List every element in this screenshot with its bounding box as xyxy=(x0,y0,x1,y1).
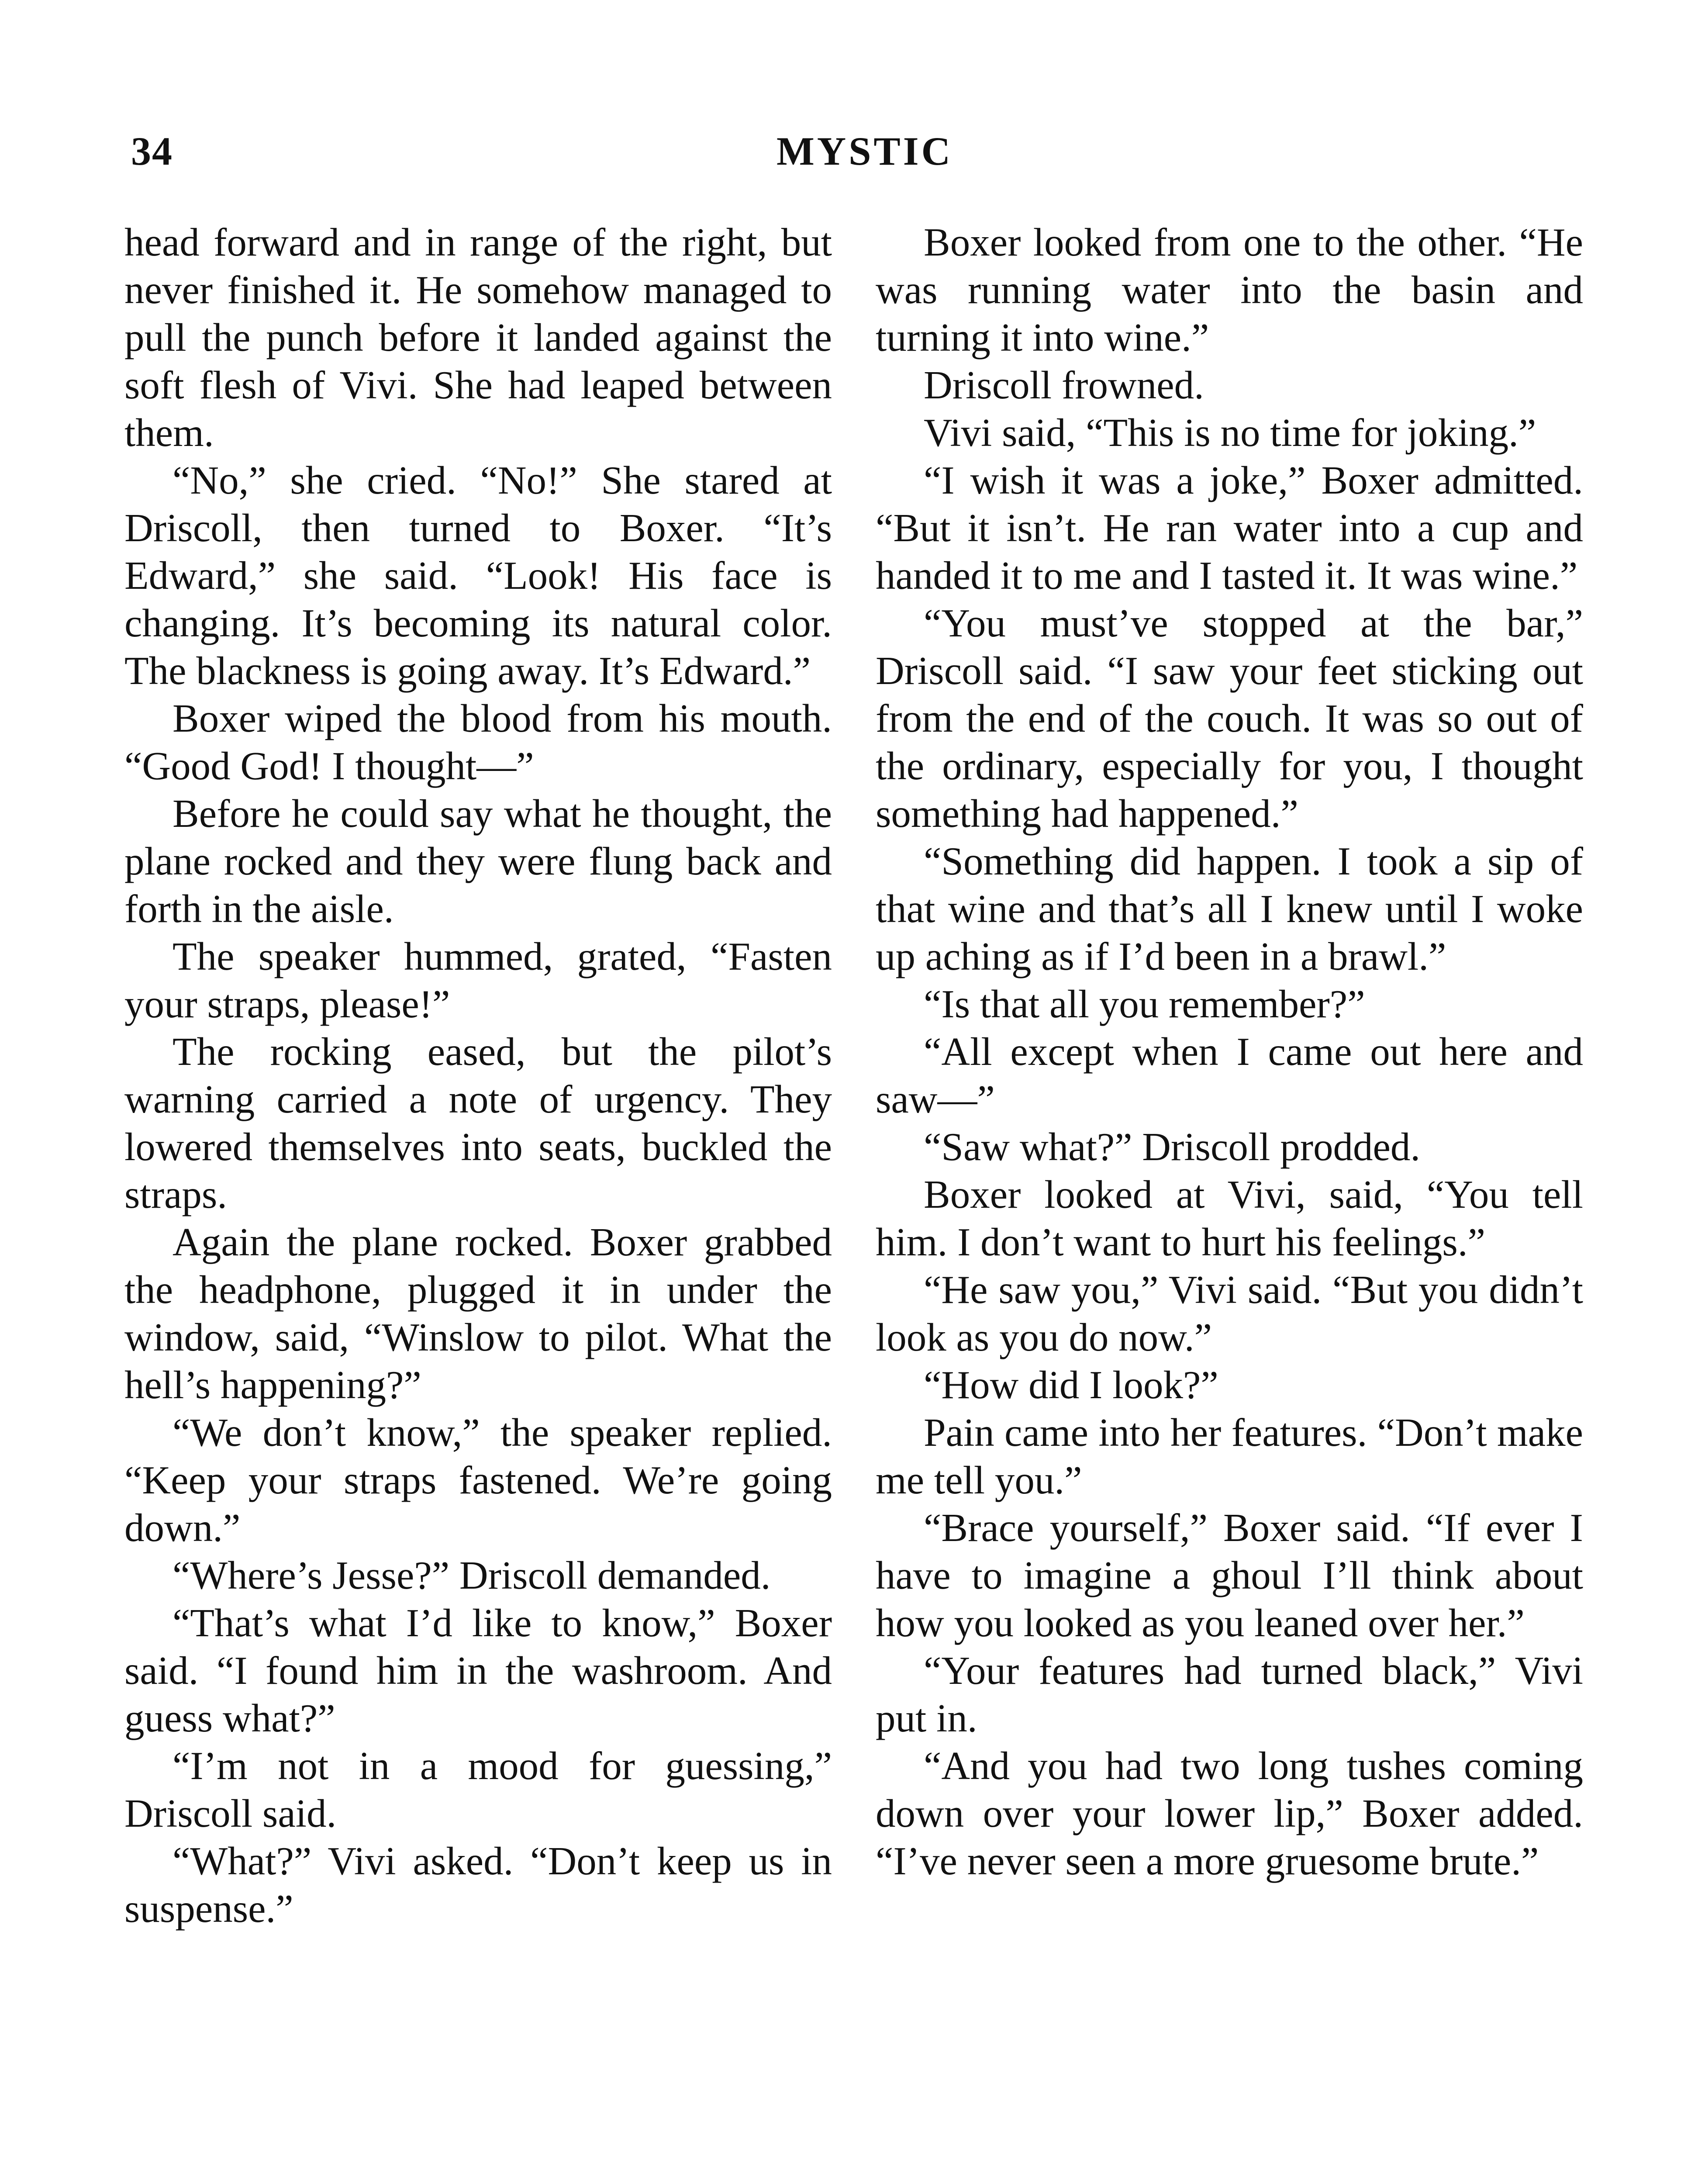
page-number: 34 xyxy=(131,129,173,173)
paragraph: “I’m not in a mood for guessing,” Driscoll said. xyxy=(124,1744,832,1835)
paragraph: head forward and in range of the right, but never finished it. He somehow managed to pull the punch before it landed against the soft flesh of Vivi. She had leaped between them. xyxy=(124,220,832,455)
paragraph: Boxer wiped the blood from his mouth. “Good God! I thought—” xyxy=(124,696,832,788)
paragraph: “Your features had turned black,” Vivi put in. xyxy=(876,1648,1583,1740)
paragraph: “I wish it was a joke,” Boxer admitted. “But it isn’t. He ran water into a cup and handed it to me and I tasted it. It was wine.” xyxy=(876,458,1583,598)
paragraph: “Brace yourself,” Boxer said. “If ever I have to imagine a ghoul I’ll think about how you looked as you leaned over her.” xyxy=(876,1506,1583,1645)
paragraph: Again the plane rocked. Boxer grabbed the headphone, plugged it in under the window, said, “Winslow to pilot. What the hell’s happening?” xyxy=(124,1220,832,1407)
paragraph: “You must’ve stopped at the bar,” Driscoll said. “I saw your feet sticking out from the end of the couch. It was so out of the ordinary, especially for you, I thought something had happened.” xyxy=(876,601,1583,836)
paragraph: “That’s what I’d like to know,” Boxer said. “I found him in the washroom. And guess what?” xyxy=(124,1601,832,1740)
paragraph: Pain came into her features. “Don’t make me tell you.” xyxy=(876,1410,1583,1502)
paragraph: Boxer looked at Vivi, said, “You tell him. I don’t want to hurt his feelings.” xyxy=(876,1172,1583,1264)
running-head: MYSTIC xyxy=(776,129,953,173)
paragraph: “He saw you,” Vivi said. “But you didn’t look as you do now.” xyxy=(876,1268,1583,1359)
paragraph: “All except when I came out here and saw—” xyxy=(876,1030,1583,1121)
paragraph: “No,” she cried. “No!” She stared at Driscoll, then turned to Boxer. “It’s Edward,” she said. “Look! His face is changing. It’s becoming its natural color. The blackness is going away. It’s Edward.” xyxy=(124,458,832,693)
paragraph: “And you had two long tushes coming down over your lower lip,” Boxer added. “I’ve never seen a more gruesome brute.” xyxy=(876,1744,1583,1883)
paragraph: “Saw what?” Driscoll prodded. xyxy=(924,1125,1421,1169)
paragraph: “Something did happen. I took a sip of that wine and that’s all I knew until I woke up aching as if I’d been in a brawl.” xyxy=(876,839,1583,978)
paragraph: “Where’s Jesse?” Driscoll demanded. xyxy=(173,1553,771,1597)
paragraph: “What?” Vivi asked. “Don’t keep us in suspense.” xyxy=(124,1839,832,1931)
paragraph: “How did I look?” xyxy=(924,1363,1218,1407)
paragraph: Driscoll frowned. xyxy=(924,363,1204,407)
paragraph: Vivi said, “This is no time for joking.” xyxy=(924,411,1536,455)
right-column xyxy=(876,218,1583,1885)
left-column xyxy=(124,218,832,1932)
paragraph: “We don’t know,” the speaker replied. “Keep your straps fastened. We’re going down.” xyxy=(124,1410,832,1550)
paragraph: “Is that all you remember?” xyxy=(924,982,1365,1026)
paragraph: Boxer looked from one to the other. “He was running water into the basin and turning it into wine.” xyxy=(876,220,1583,359)
paragraph: The speaker hummed, grated, “Fasten your straps, please!” xyxy=(124,934,832,1026)
paragraph: Before he could say what he thought, the plane rocked and they were flung back and forth in the aisle. xyxy=(124,791,832,931)
paragraph: The rocking eased, but the pilot’s warning carried a note of urgency. They lowered themselves into seats, buckled the straps. xyxy=(124,1030,832,1216)
